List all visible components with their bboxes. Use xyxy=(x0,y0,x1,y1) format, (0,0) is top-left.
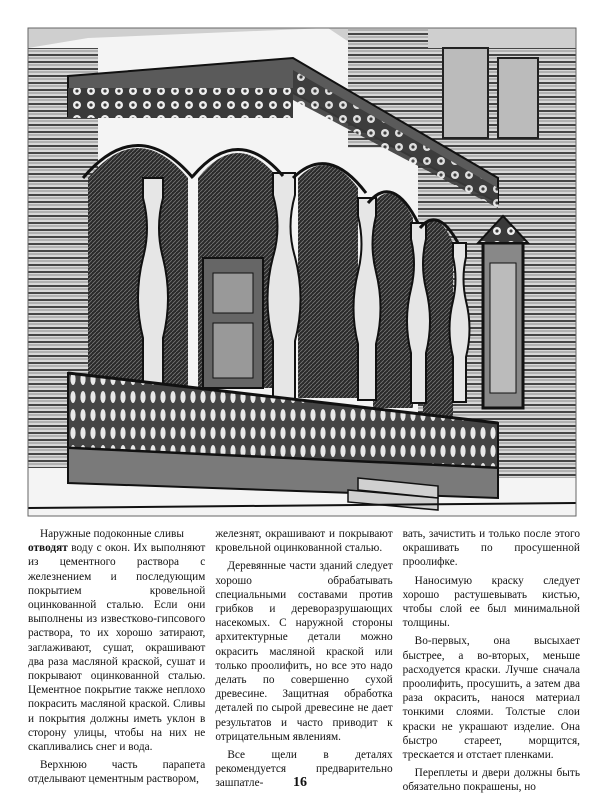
paragraph: Переплеты и двери должны быть обязательно покрашены, но xyxy=(402,767,580,794)
paragraph-bold-word: отводят xyxy=(28,542,68,555)
paragraph: Верхнюю часть парапета отделывают цементным раствором, xyxy=(28,759,206,786)
paragraph xyxy=(28,527,205,754)
page-number: 16 xyxy=(293,775,307,790)
paragraph: железнят, окрашивают и покрывают кровельной оцинкованной сталью. xyxy=(215,528,393,555)
paragraph: Наносимую краску следует хорошо растушевывать кистью, чтобы слой ее был минимальной толщины. xyxy=(402,574,580,630)
paragraph: Во-первых, она высыхает быстрее, а во-вторых, меньше расходуется краски. Лучше сначала проолифить, просушить, а затем два раза окрасить, нанося материал тонкими слоями. Толстые слои краски не украшают изделие. Она быстро стареет, морщится, трескается и отстает пленками. xyxy=(402,635,580,762)
paragraph: Деревянные части зданий следует хорошо обрабатывать специальными составами против грибков и дереворазрушающих насекомых. С наружной стороны архитектурные детали можно окрасить масляной краской или только проолифить, но все это надо делать по совершенно сухой древесине. Защитная обработка деталей по сырой древесине не дает результатов и часто приводит к отрицательным явлениям. xyxy=(215,560,393,743)
paragraph: Все щели в деталях рекомендуется предварительно зашпатле- xyxy=(215,749,393,790)
paragraph: вать, зачистить и только после этого окрашивать по просушенной проолифке. xyxy=(402,528,580,569)
paragraph-rest: воду с окон. Их выполняют из цементного раствора с железнением и последующим покрытием кровельной оцинкованной сталью. Если они выполнены из известково-гипсового раствора, то их хорошо затирают, заглаживают, сушат, окрашивают два раза масляной краской, сушат и покрывают оцинкованной сталью. Цементное покрытие также неплохо покрасить масляной краской. Сливы и покрытия должны иметь уклон в сторону улицы, чтобы на них не скапливались снег и вода. xyxy=(28,542,206,754)
text-column-3 xyxy=(402,527,580,794)
house-porch-illustration xyxy=(28,28,576,516)
paragraph-lead: Наружные подоконные сливы xyxy=(40,528,184,540)
engraving-svg xyxy=(28,28,576,516)
text-column-1 xyxy=(28,527,206,786)
